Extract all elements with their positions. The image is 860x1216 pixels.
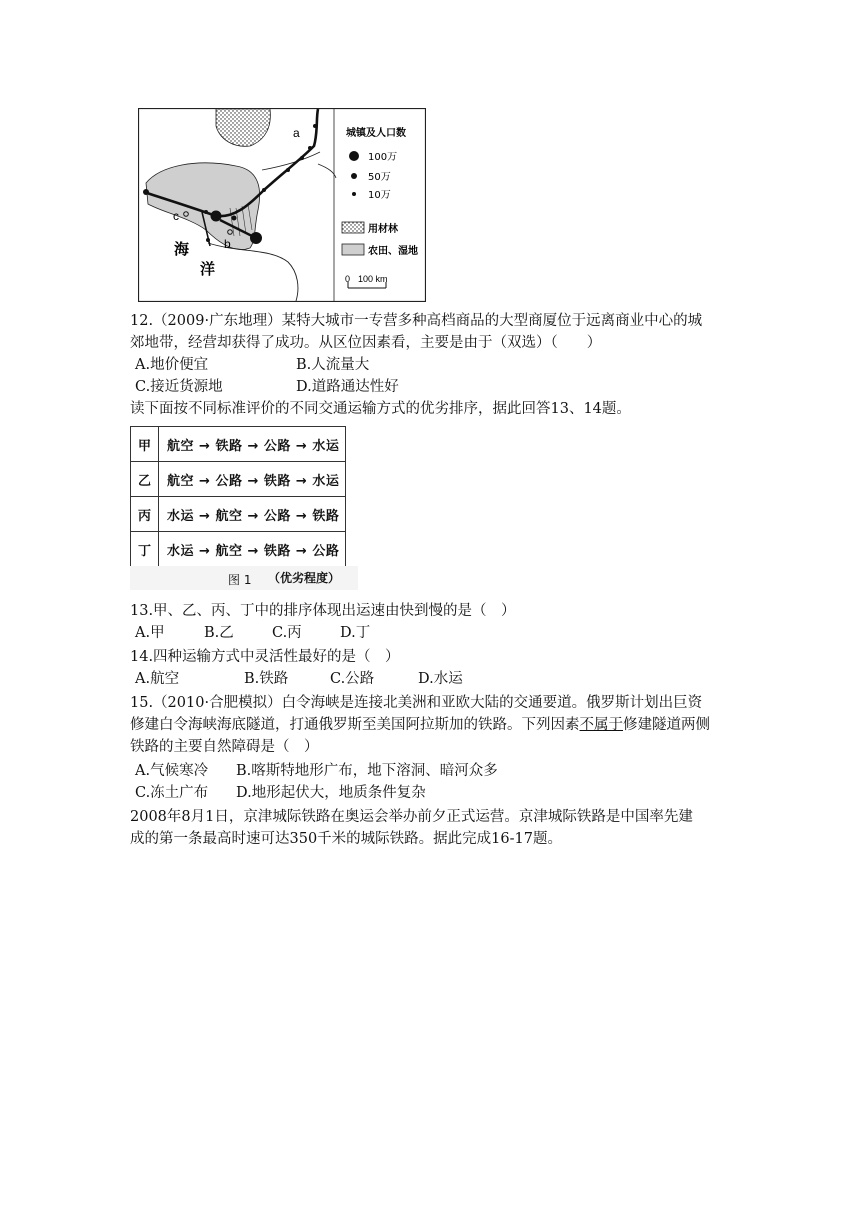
point-c-label: c (173, 209, 179, 223)
row-sequence: 航空 → 公路 → 铁路 → 水运 (159, 462, 346, 497)
q15-option-a: A.气候寒冷 (135, 763, 209, 779)
row-label: 丙 (131, 497, 159, 532)
table-row (131, 497, 346, 532)
q15-line2-tail: 修建隧道两侧 (623, 717, 710, 733)
legend-10wan: 10万 (368, 190, 391, 201)
transport-ranking-table (130, 426, 346, 567)
q12-option-c: C.接近货源地 (135, 379, 223, 395)
scale-zero: 0 (345, 274, 351, 284)
q12-line1: 12.（2009·广东地理）某特大城市一专营多种高档商品的大型商厦位于远离商业中心的城 (130, 313, 703, 329)
q12-option-d: D.道路通达性好 (296, 379, 399, 395)
q14-line: 14.四种运输方式中灵活性最好的是（ ） (130, 649, 400, 665)
row-sequence: 水运 → 航空 → 公路 → 铁路 (159, 497, 346, 532)
q15-option-d: D.地形起伏大，地质条件复杂 (236, 785, 426, 801)
q12-option-a: A.地价便宜 (135, 357, 209, 373)
scale-label: 100 km (358, 274, 388, 284)
table-row (131, 462, 346, 497)
legend-100wan: 100万 (368, 152, 398, 163)
q15-line2 (130, 714, 710, 736)
q14-option-c: C.公路 (330, 671, 375, 687)
q15-line2-head: 修建白令海峡海底隧道，打通俄罗斯至美国阿拉斯加的铁路。下列因素 (130, 717, 580, 733)
figure-note: （优劣程度） (268, 571, 341, 585)
q15-line3: 铁路的主要自然障碍是（ ） (130, 739, 319, 755)
point-a-label: a (293, 126, 300, 140)
figure-label: 图 1 (228, 573, 252, 587)
q13-option-a: A.甲 (135, 625, 165, 641)
q15-line1: 15.（2010·合肥模拟）白令海峡是连接北美洲和亚欧大陆的交通要道。俄罗斯计划出巨资 (130, 695, 703, 711)
q15-option-b: B.喀斯特地形广布，地下溶洞、暗河众多 (236, 763, 498, 779)
q13-line: 13.甲、乙、丙、丁中的排序体现出运速由快到慢的是（ ） (130, 603, 516, 619)
figure-caption (130, 566, 358, 590)
intro-13-14: 读下面按不同标准评价的不同交通运输方式的优劣排序，据此回答13、14题。 (130, 401, 631, 417)
q13-option-b: B.乙 (204, 625, 234, 641)
q14-option-d: D.水运 (418, 671, 463, 687)
point-b-label: b (224, 237, 231, 251)
row-label: 丁 (131, 532, 159, 567)
table-row (131, 427, 346, 462)
row-label: 乙 (131, 462, 159, 497)
q13-option-d: D.丁 (340, 625, 371, 641)
sea-label-2: 洋 (200, 260, 216, 278)
q13-option-c: C.丙 (272, 625, 302, 641)
row-label: 甲 (131, 427, 159, 462)
q12-option-b: B.人流量大 (296, 357, 370, 373)
legend-50wan: 50万 (368, 172, 391, 183)
q12-line2: 郊地带，经营却获得了成功。从区位因素看，主要是由于（双选）（ ） (130, 335, 602, 351)
intro-16-17-line1: 2008年8月1日，京津城际铁路在奥运会举办前夕正式运营。京津城际铁路是中国率先建 (130, 809, 693, 825)
legend-title: 城镇及人口数 (346, 128, 406, 139)
row-sequence: 航空 → 铁路 → 公路 → 水运 (159, 427, 346, 462)
map-figure (138, 108, 426, 302)
row-sequence: 水运 → 航空 → 铁路 → 公路 (159, 532, 346, 567)
legend-forest: 用材林 (368, 224, 398, 235)
q15-underlined-term: 不属于 (579, 717, 623, 733)
q14-option-b: B.铁路 (244, 671, 289, 687)
intro-16-17-line2: 成的第一条最高时速可达350千米的城际铁路。据此完成16-17题。 (130, 831, 562, 847)
sea-label-1: 海 (174, 240, 190, 258)
table-row (131, 532, 346, 567)
legend-farmland: 农田、湿地 (368, 246, 418, 257)
q15-option-c: C.冻土广布 (135, 785, 209, 801)
q14-option-a: A.航空 (135, 671, 180, 687)
